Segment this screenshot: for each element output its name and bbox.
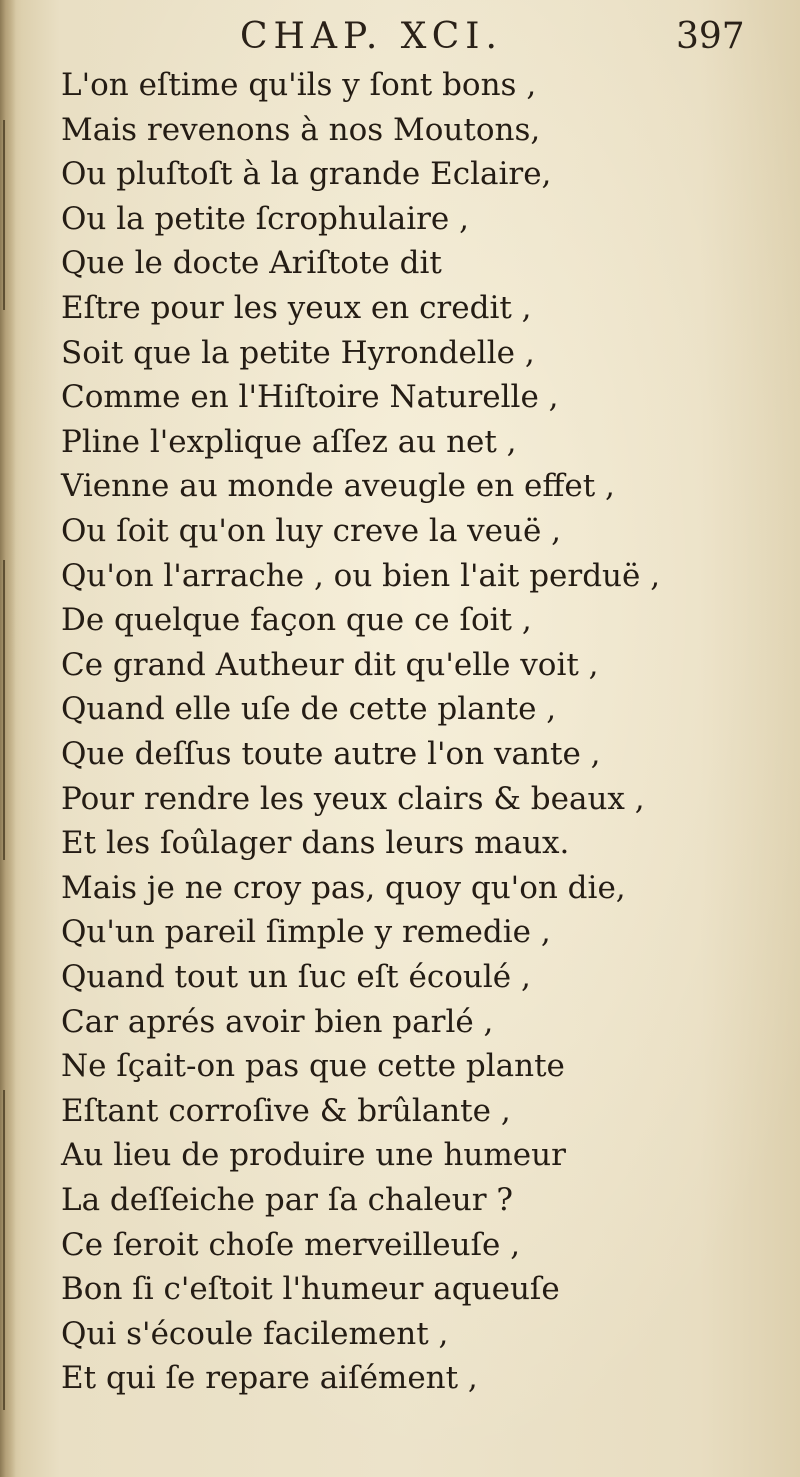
- verse-line: Mais je ne croy pas, quoy qu'on die,: [61, 869, 626, 906]
- verse-line: Quand elle uſe de cette plante ,: [61, 691, 557, 728]
- verse-line: Pline l'explique aſſez au net ,: [61, 423, 517, 460]
- verse-line: Eſtant corroſive & brûlante ,: [61, 1092, 511, 1129]
- verse-line: La deſſeiche par ſa chaleur ?: [61, 1182, 513, 1218]
- verse-line: Ce grand Autheur dit qu'elle voit ,: [61, 646, 599, 683]
- verse-line: Ce ſeroit choſe merveilleuſe ,: [61, 1226, 521, 1263]
- verse-line: Ou pluſtoſt à la grande Eclaire,: [61, 156, 552, 193]
- verse-line: Qui s'écoule facilement ,: [61, 1315, 449, 1352]
- chapter-title: CHAP. XCI.: [240, 16, 503, 57]
- verse-line: Comme en l'Hiſtoire Naturelle ,: [61, 379, 559, 416]
- binding-thread: [3, 1090, 5, 1410]
- binding-thread: [3, 120, 5, 310]
- verse-line: L'on eſtime qu'ils y ſont bons ,: [61, 67, 537, 103]
- page-binding-edge: [0, 0, 16, 1477]
- verse-line: Eſtre pour les yeux en credit ,: [61, 290, 532, 326]
- verse-line: Quand tout un ſuc eſt écoulé ,: [61, 959, 531, 995]
- verse-line: Et qui ſe repare aiſément ,: [61, 1360, 478, 1397]
- page-number: 397: [676, 16, 745, 57]
- verse-line: Qu'on l'arrache , ou bien l'ait perduë ,: [61, 557, 661, 594]
- verse-line: Soit que la petite Hyrondelle ,: [61, 334, 535, 371]
- verse-line: Vienne au monde aveugle en effet ,: [61, 468, 615, 505]
- verse-line: Que le docte Ariſtote dit: [61, 245, 442, 282]
- verse-line: Au lieu de produire une humeur: [61, 1137, 566, 1174]
- verse-line: Car aprés avoir bien parlé ,: [61, 1003, 494, 1040]
- verse-line: Qu'un pareil ſimple y remedie ,: [61, 914, 551, 951]
- binding-thread: [3, 560, 5, 860]
- verse-line: Et les ſoûlager dans leurs maux.: [61, 825, 570, 862]
- verse-line: Ou la petite ſcrophulaire ,: [61, 200, 469, 237]
- verse-line: Bon ſi c'eſtoit l'humeur aqueuſe: [61, 1271, 560, 1308]
- verse-line: Que deſſus toute autre l'on vante ,: [61, 736, 601, 772]
- running-head: [0, 14, 800, 60]
- verse-line: De quelque façon que ce ſoit ,: [61, 602, 532, 639]
- verse-line: Mais revenons à nos Moutons,: [61, 111, 541, 148]
- verse-line: Ou ſoit qu'on luy creve la veuë ,: [61, 513, 562, 549]
- verse-line: Pour rendre les yeux clairs & beaux ,: [61, 780, 645, 817]
- verse-line: Ne ſçait-on pas que cette plante: [61, 1048, 565, 1085]
